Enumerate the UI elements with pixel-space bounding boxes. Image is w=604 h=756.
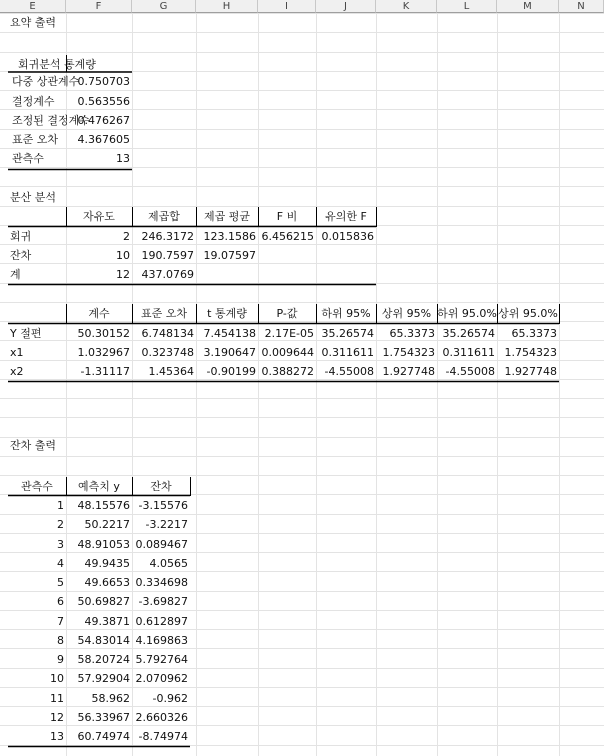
residual-predicted-y[interactable]: 54.83014 [77, 634, 130, 647]
anova-row-label[interactable]: 회귀 [10, 230, 32, 243]
residual-value[interactable]: -3.15576 [138, 499, 188, 512]
coef-cell[interactable]: 0.323748 [141, 346, 194, 359]
residual-value[interactable]: 0.612897 [135, 615, 188, 628]
stats-value-multiple-r[interactable]: 0.750703 [77, 75, 130, 88]
coef-cell[interactable]: 1.45364 [148, 365, 194, 378]
coef-row-label[interactable]: Y 절편 [10, 327, 42, 340]
residual-observation[interactable]: 3 [57, 538, 64, 551]
residual-observation[interactable]: 2 [57, 518, 64, 531]
stats-label-standard-error[interactable]: 표준 오차 [12, 133, 59, 146]
residual-predicted-y[interactable]: 60.74974 [77, 730, 130, 743]
anova-cell[interactable]: 12 [116, 268, 130, 281]
column-header-n[interactable]: N [559, 0, 604, 13]
anova-cell[interactable]: 123.1586 [203, 230, 256, 243]
residual-observation[interactable]: 7 [57, 615, 64, 628]
coef-cell[interactable]: 1.927748 [504, 365, 557, 378]
coef-header-coefficient[interactable]: 계수 [88, 307, 110, 320]
stats-value-standard-error[interactable]: 4.367605 [77, 133, 130, 146]
coef-cell[interactable]: 65.3373 [389, 327, 435, 340]
anova-header-sig-f[interactable]: 유의한 F [325, 210, 367, 223]
anova-row-label[interactable]: 잔차 [10, 249, 32, 262]
residual-predicted-y[interactable]: 48.91053 [77, 538, 130, 551]
stats-value-observations[interactable]: 13 [116, 152, 130, 165]
anova-cell[interactable]: 2 [123, 230, 130, 243]
residual-predicted-y[interactable]: 56.33967 [77, 711, 130, 724]
coef-cell[interactable]: 1.032967 [77, 346, 130, 359]
anova-cell[interactable]: 19.07597 [203, 249, 256, 262]
summary-title[interactable]: 요약 출력 [10, 16, 57, 29]
residual-value[interactable]: 2.660326 [135, 711, 188, 724]
residual-value[interactable]: -0.962 [152, 692, 188, 705]
residual-predicted-y[interactable]: 58.20724 [77, 653, 130, 666]
residual-value[interactable]: -3.69827 [138, 595, 188, 608]
anova-header-df[interactable]: 자유도 [83, 210, 115, 223]
coef-cell[interactable]: 35.26574 [321, 327, 374, 340]
coef-header-upper-95[interactable]: 상위 95% [381, 307, 432, 320]
stats-header[interactable]: 회귀분석 통계량 [18, 58, 96, 71]
residual-value[interactable]: -8.74974 [138, 730, 188, 743]
residual-observation[interactable]: 8 [57, 634, 64, 647]
coef-cell[interactable]: 65.3373 [511, 327, 557, 340]
coef-header-lower-95[interactable]: 하위 95% [321, 307, 371, 320]
anova-cell[interactable]: 6.456215 [261, 230, 314, 243]
residual-predicted-y[interactable]: 58.962 [91, 692, 130, 705]
coef-cell[interactable]: 0.311611 [442, 346, 495, 359]
anova-row-label[interactable]: 계 [10, 268, 21, 281]
residual-value[interactable]: 2.070962 [135, 672, 188, 685]
stats-label-adjusted-r-square[interactable]: 조정된 결정계수 [12, 114, 90, 127]
coef-cell[interactable]: 6.748134 [141, 327, 194, 340]
residual-title[interactable]: 잔차 출력 [10, 439, 57, 452]
coef-cell[interactable]: 0.311611 [321, 346, 374, 359]
residual-observation[interactable]: 11 [50, 692, 64, 705]
coef-header-t-stat[interactable]: t 통계량 [207, 307, 247, 320]
coef-cell[interactable]: 7.454138 [203, 327, 256, 340]
residual-value[interactable]: 4.0565 [149, 557, 188, 570]
residual-predicted-y[interactable]: 50.2217 [84, 518, 130, 531]
coef-cell[interactable]: 3.190647 [203, 346, 256, 359]
stats-label-multiple-r[interactable]: 다중 상관계수 [12, 75, 80, 88]
anova-cell[interactable]: 0.015836 [321, 230, 374, 243]
stats-label-observations[interactable]: 관측수 [12, 152, 44, 165]
coef-header-lower-95-0[interactable]: 하위 95.0% [437, 307, 497, 320]
column-header-m[interactable]: M [497, 0, 559, 13]
anova-cell[interactable]: 246.3172 [141, 230, 194, 243]
coef-cell[interactable]: 0.009644 [261, 346, 314, 359]
column-header-h[interactable]: H [196, 0, 258, 13]
column-header-i[interactable]: I [258, 0, 316, 13]
stats-label-r-square[interactable]: 결정계수 [12, 95, 55, 108]
residual-observation[interactable]: 12 [50, 711, 64, 724]
coef-header-upper-95-0[interactable]: 상위 95.0% [498, 307, 558, 320]
coef-cell[interactable]: 2.17E-05 [264, 327, 314, 340]
residual-value[interactable]: -3.2217 [145, 518, 188, 531]
coef-cell[interactable]: -4.55008 [445, 365, 495, 378]
coef-cell[interactable]: -0.90199 [206, 365, 256, 378]
residual-observation[interactable]: 9 [57, 653, 64, 666]
coef-cell[interactable]: 1.927748 [382, 365, 435, 378]
residual-observation[interactable]: 1 [57, 499, 64, 512]
coef-cell[interactable]: 35.26574 [442, 327, 495, 340]
coef-row-label[interactable]: x1 [10, 346, 24, 359]
coef-header-standard-error[interactable]: 표준 오차 [140, 307, 187, 320]
coef-cell[interactable]: -4.55008 [324, 365, 374, 378]
residual-observation[interactable]: 13 [50, 730, 64, 743]
coef-cell[interactable]: 0.388272 [261, 365, 314, 378]
residual-predicted-y[interactable]: 48.15576 [77, 499, 130, 512]
residual-header-observation[interactable]: 관측수 [21, 480, 53, 493]
column-header-e[interactable]: E [0, 0, 66, 13]
residual-value[interactable]: 0.334698 [135, 576, 188, 589]
anova-title[interactable]: 분산 분석 [10, 191, 57, 204]
residual-value[interactable]: 0.089467 [135, 538, 188, 551]
residual-observation[interactable]: 6 [57, 595, 64, 608]
residual-header-residual[interactable]: 잔차 [150, 480, 172, 493]
column-header-l[interactable]: L [437, 0, 497, 13]
residual-predicted-y[interactable]: 57.92904 [77, 672, 130, 685]
coef-header-p-value[interactable]: P-값 [276, 307, 298, 320]
residual-predicted-y[interactable]: 50.69827 [77, 595, 130, 608]
residual-observation[interactable]: 5 [57, 576, 64, 589]
coef-cell[interactable]: -1.31117 [80, 365, 130, 378]
coef-cell[interactable]: 1.754323 [504, 346, 557, 359]
residual-header-predicted-y[interactable]: 예측치 y [78, 480, 120, 493]
anova-cell[interactable]: 10 [116, 249, 130, 262]
column-header-j[interactable]: J [316, 0, 376, 13]
anova-cell[interactable]: 190.7597 [141, 249, 194, 262]
column-header-f[interactable]: F [66, 0, 132, 13]
residual-observation[interactable]: 4 [57, 557, 64, 570]
residual-observation[interactable]: 10 [50, 672, 64, 685]
column-header-k[interactable]: K [376, 0, 437, 13]
coef-cell[interactable]: 50.30152 [77, 327, 130, 340]
anova-header-ss[interactable]: 제곱합 [148, 210, 180, 223]
anova-header-f[interactable]: F 비 [276, 210, 298, 223]
anova-cell[interactable]: 437.0769 [141, 268, 194, 281]
coef-cell[interactable]: 1.754323 [382, 346, 435, 359]
residual-predicted-y[interactable]: 49.3871 [84, 615, 130, 628]
coef-row-label[interactable]: x2 [10, 365, 24, 378]
residual-value[interactable]: 4.169863 [135, 634, 188, 647]
column-header-g[interactable]: G [132, 0, 196, 13]
residual-predicted-y[interactable]: 49.6653 [84, 576, 130, 589]
stats-value-adjusted-r-square[interactable]: 0.476267 [77, 114, 130, 127]
residual-predicted-y[interactable]: 49.9435 [84, 557, 130, 570]
stats-value-r-square[interactable]: 0.563556 [77, 95, 130, 108]
anova-header-ms[interactable]: 제곱 평균 [203, 210, 250, 223]
residual-value[interactable]: 5.792764 [135, 653, 188, 666]
